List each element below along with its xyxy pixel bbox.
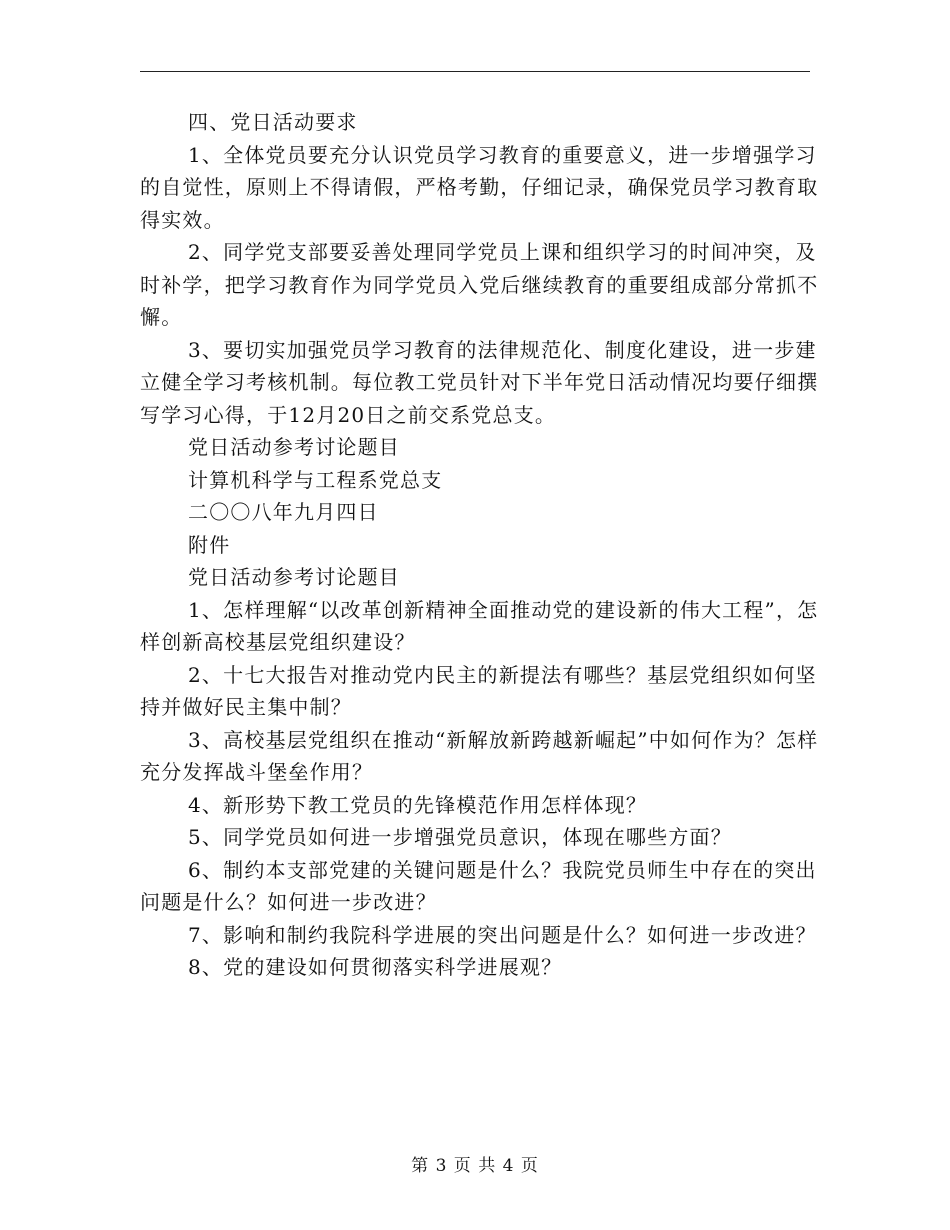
date-line: 二〇〇八年九月四日 xyxy=(188,500,379,524)
requirement-2: 2、同学党支部要妥善处理同学党员上课和组织学习的时间冲突，及时补学，把学习教育作为同学党员入党后继续教育的重要组成部分常抓不懈。 xyxy=(140,240,819,329)
topics-title-line: 党日活动参考讨论题目 xyxy=(188,435,400,459)
requirement-1: 1、全体党员要充分认识党员学习教育的重要意义，进一步增强学习的自觉性，原则上不得请假，严格考勤，仔细记录，确保党员学习教育取得实效。 xyxy=(140,142,819,232)
topic-7: 7、影响和制约我院科学进展的突出问题是什么？如何进一步改进？ xyxy=(188,922,817,947)
topic-8: 8、党的建设如何贯彻落实科学进展观？ xyxy=(188,955,563,979)
attachment-label: 附件 xyxy=(188,532,231,557)
issuer-line: 计算机科学与工程系党总支 xyxy=(188,467,443,492)
attachment-title: 党日活动参考讨论题目 xyxy=(188,565,400,589)
topic-4: 4、新形势下教工党员的先锋模范作用怎样体现？ xyxy=(188,792,648,817)
page-number-footer: 第 3 页 共 4 页 xyxy=(411,1156,539,1176)
document-body xyxy=(140,106,820,984)
topic-2: 2、十七大报告对推动党内民主的新提法有哪些？基层党组织如何坚持并做好民主集中制？ xyxy=(140,662,817,719)
requirement-3: 3、要切实加强党员学习教育的法律规范化、制度化建设，进一步建立健全学习考核机制。每位教工党员针对下半年党日活动情况均要仔细撰写学习心得，于12月20日之前交系党总支。 xyxy=(140,337,819,427)
topic-5: 5、同学党员如何进一步增强党员意识，体现在哪些方面？ xyxy=(188,825,732,849)
topic-6: 6、制约本支部党建的关键问题是什么？我院党员师生中存在的突出问题是什么？如何进一步改进？ xyxy=(140,857,817,914)
section-heading: 四、党日活动要求 xyxy=(188,110,358,134)
header-rule xyxy=(140,71,810,72)
topic-1: 1、怎样理解“以改革创新精神全面推动党的建设新的伟大工程”，怎样创新高校基层党组织建设？ xyxy=(140,597,819,654)
topic-3: 3、高校基层党组织在推动“新解放新跨越新崛起”中如何作为？怎样充分发挥战斗堡垒作用？ xyxy=(140,727,819,784)
